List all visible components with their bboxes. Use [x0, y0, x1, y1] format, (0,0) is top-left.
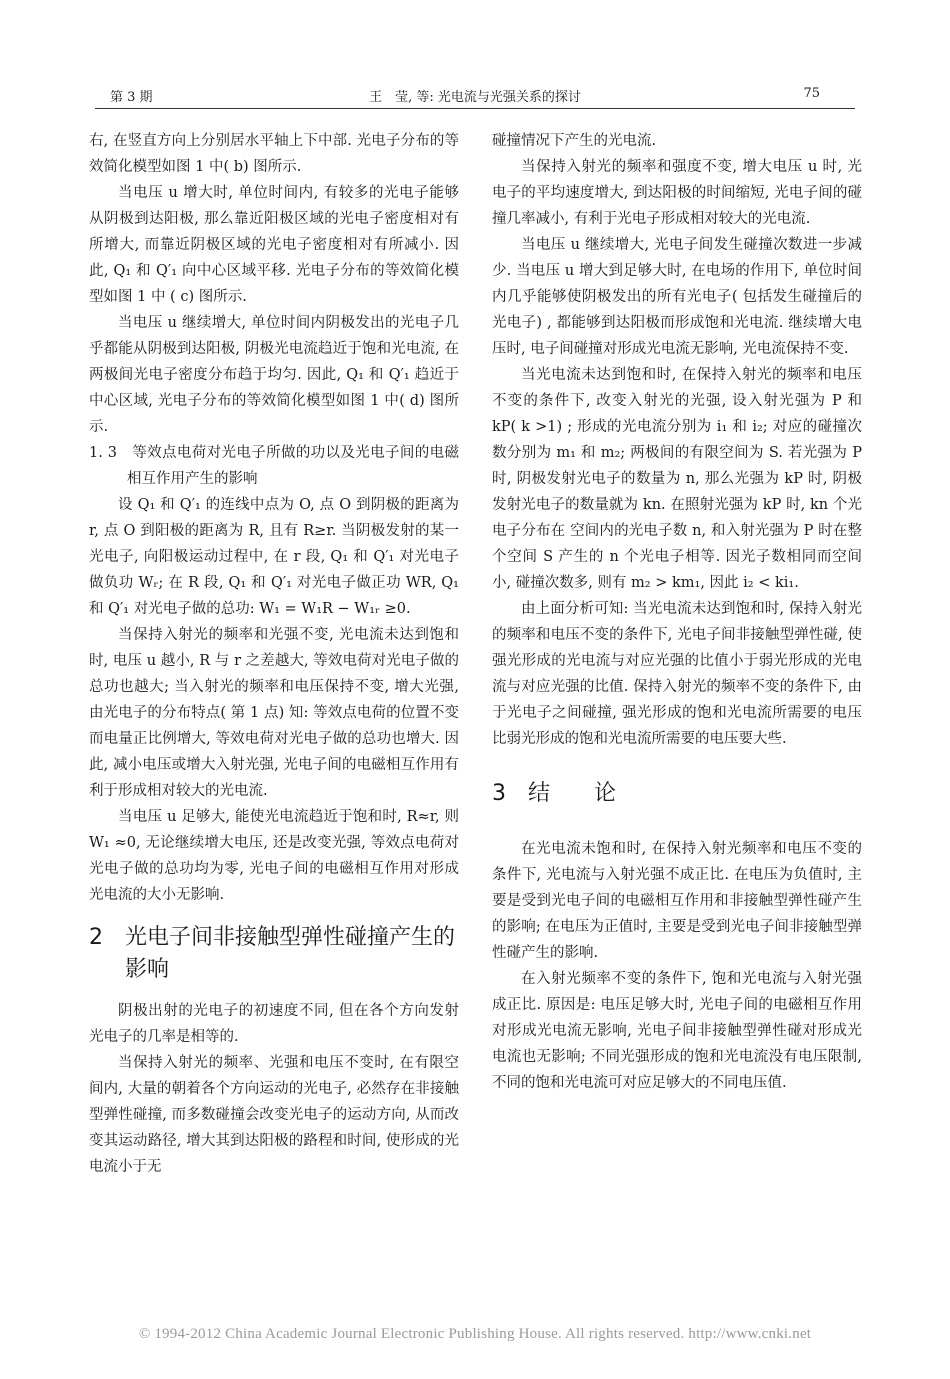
paragraph: 当保持入射光的频率和强度不变, 增大电压 u 时, 光电子的平均速度增大, 到达阳极的时间缩短, 光电子间的碰撞几率减小, 有利于光电子形成相对较大的光电流.: [492, 159, 862, 227]
issue-number: 第 3 期: [110, 90, 153, 105]
running-header: [95, 86, 855, 106]
header-rule: [95, 108, 855, 109]
left-column: [89, 128, 459, 1180]
section-heading: 2 光电子间非接触型弹性碰撞产生的影响: [89, 925, 455, 982]
paragraph: 碰撞情况下产生的光电流.: [492, 133, 657, 149]
paragraph: 当光电流未达到饱和时, 在保持入射光的频率和电压不变的条件下, 改变入射光的光强, 设入射光强为 P 和 kP( k >1) ; 形成的光电流分别为 i₁ 和 i₂; 对应的碰撞次数分别为 m₁ 和 m₂; 两极间的有限空间为 S. 若光强为 P 时, 阴极发射光电子的数量为 n, 那么光强为 kP 时, 阴极发射光电子的数量就为 kn. 在照射光强为 kP 时, kn 个光电子分布在 空间内的光电子数 n, 和入射光强为 P 时在整个空间 S 产生的 n 个光电子相等. 因光子数相同而空间小, 碰撞次数多, 则有 m₂ > km₁, 因此 i₂ < ki₁.: [492, 367, 862, 591]
section-heading: 3 结 论: [492, 781, 616, 806]
paragraph: 在入射光频率不变的条件下, 饱和光电流与入射光强成正比. 原因是: 电压足够大时, 光电子间的电磁相互作用对形成光电流无影响, 光电子间非接触型弹性碰对形成光电流也无影响; 不同光强形成的饱和光电流没有电压限制, 不同的饱和光电流可对应足够大的不同电压值.: [492, 971, 862, 1091]
paragraph: 当保持入射光的频率、光强和电压不变时, 在有限空间内, 大量的朝着各个方向运动的光电子, 必然存在非接触型弹性碰撞, 而多数碰撞会改变光电子的运动方向, 从而改变其运动路径, 增大其到达阳极的路程和时间, 使形成的光电流小于无: [89, 1055, 459, 1175]
paragraph: 当电压 u 继续增大, 单位时间内阴极发出的光电子几乎都能从阴极到达阳极, 阴极光电流趋近于饱和光电流, 在两极间光电子密度分布趋于均匀. 因此, Q₁ 和 Q′₁ 趋近于中心区域, 光电子分布的等效简化模型如图 1 中( d) 图所示.: [89, 315, 459, 435]
running-title: 王 莹, 等: 光电流与光强关系的探讨: [369, 90, 581, 105]
paragraph: 当电压 u 足够大, 能使光电流趋近于饱和时, R≈r, 则 W₁ ≈0, 无论继续增大电压, 还是改变光强, 等效点电荷对光电子做的总功均为零, 光电子间的电磁相互作用对形成光电流的大小无影响.: [89, 809, 459, 903]
paragraph: 当电压 u 增大时, 单位时间内, 有较多的光电子能够从阴极到达阳极, 那么靠近阳极区域的光电子密度相对有所增大, 而靠近阴极区域的光电子密度相对有所减小. 因此, Q₁ 和 Q′₁ 向中心区域平移. 光电子分布的等效简化模型如图 1 中 ( c) 图所示.: [89, 185, 459, 305]
paragraph: 右, 在竖直方向上分别居水平轴上下中部. 光电子分布的等效简化模型如图 1 中( b) 图所示.: [89, 133, 459, 175]
page-number: 75: [803, 86, 820, 101]
subsection-heading: 1. 3 等效点电荷对光电子所做的功以及光电子间的电磁相互作用产生的影响: [89, 445, 459, 487]
paragraph: 阴极出射的光电子的初速度不同, 但在各个方向发射光电子的几率是相等的.: [89, 1003, 459, 1045]
paragraph: 设 Q₁ 和 Q′₁ 的连线中点为 O, 点 O 到阴极的距离为 r, 点 O 到阳极的距离为 R, 且有 R≥r. 当阴极发射的某一光电子, 向阳极运动过程中, 在 r 段, Q₁ 和 Q′₁ 对光电子做负功 Wᵣ; 在 R 段, Q₁ 和 Q′₁ 对光电子做正功 WR, Q₁ 和 Q′₁ 对光电子做的总功: W₁ = W₁R − W₁ᵣ ≥0.: [89, 497, 459, 617]
paragraph: 在光电流未饱和时, 在保持入射光频率和电压不变的条件下, 光电流与入射光强不成正比. 在电压为负值时, 主要是受到光电子间的电磁相互作用和非接触型弹性碰产生的影响; 在电压为正值时, 主要是受到光电子间非接触型弹性碰产生的影响.: [492, 841, 862, 961]
paragraph: 由上面分析可知: 当光电流未达到饱和时, 保持入射光的频率和电压不变的条件下, 光电子间非接触型弹性碰, 使强光形成的光电流与对应光强的比值小于弱光形成的光电流与对应光强的比值. 保持入射光的频率不变的条件下, 由于光电子之间碰撞, 强光形成的饱和光电流所需要的电压比弱光形成的饱和光电流所需要的电压要大些.: [492, 601, 862, 747]
paragraph: 当电压 u 继续增大, 光电子间发生碰撞次数进一步减少. 当电压 u 增大到足够大时, 在电场的作用下, 单位时间内几乎能够使阴极发出的所有光电子( 包括发生碰撞后的光电子) , 都能够到达阳极而形成饱和光电流. 继续增大电压时, 电子间碰撞对形成光电流无影响, 光电流保持不变.: [492, 237, 862, 357]
right-column: [492, 128, 862, 1096]
paragraph: 当保持入射光的频率和光强不变, 光电流未达到饱和时, 电压 u 越小, R 与 r 之差越大, 等效电荷对光电子做的总功也越大; 当入射光的频率和电压保持不变, 增大光强, 由光电子的分布特点( 第 1 点) 知: 等效点电荷的位置不变而电量正比例增大, 等效电荷对光电子做的总功也增大. 因此, 减小电压或增大入射光强, 光电子间的电磁相互作用有利于形成相对较大的光电流.: [89, 627, 459, 799]
copyright-footer: © 1994-2012 China Academic Journal Electronic Publishing House. All rights reserved. http://www.cnki.net: [138, 1326, 812, 1342]
